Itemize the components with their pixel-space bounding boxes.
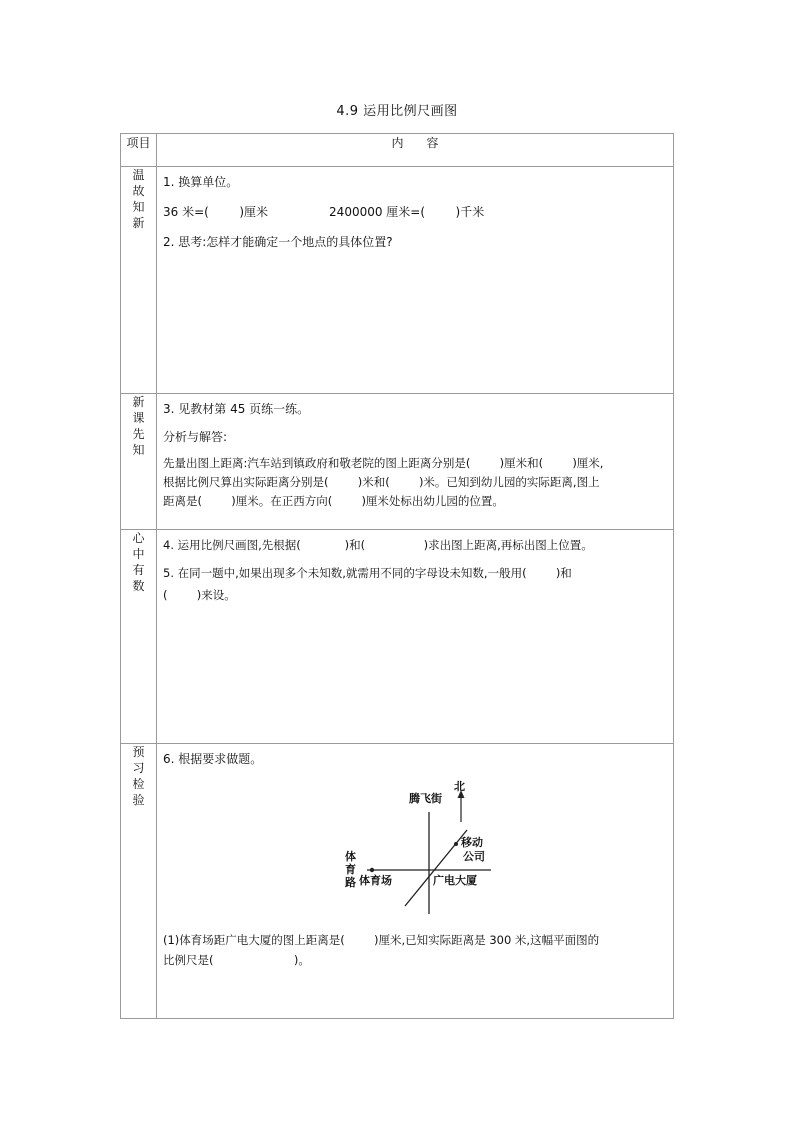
section-label-summary bbox=[121, 530, 157, 744]
analysis-line-3: 距离是( )厘米。在正西方向( )厘米处标出幼儿园的位置。 bbox=[163, 494, 504, 508]
analysis-line-2: 根据比例尺算出实际距离分别是( )米和( )米。已知到幼儿园的实际距离,图上 bbox=[163, 475, 600, 489]
mobile-label-2: 公司 bbox=[463, 850, 485, 863]
section-label-text: 预习检验 bbox=[132, 745, 145, 807]
section-label-text: 新课先知 bbox=[132, 395, 145, 457]
section-review-row bbox=[121, 167, 674, 394]
street-label: 腾飞街 bbox=[409, 792, 442, 805]
analysis-line-1: 先量出图上距离:汽车站到镇政府和敬老院的图上距离分别是( )厘米和( )厘米, bbox=[163, 456, 604, 470]
section-label-check bbox=[121, 744, 157, 1019]
q5-text-1: 5. 在同一题中,如果出现多个未知数,就需用不同的字母设未知数,一般用( )和 bbox=[163, 566, 572, 580]
page-title: 4.9 运用比例尺画图 bbox=[336, 104, 458, 119]
section-summary-row bbox=[121, 530, 674, 744]
section-label-review bbox=[121, 167, 157, 394]
mobile-point-icon bbox=[454, 842, 458, 846]
header-item-cell: 项目 bbox=[121, 134, 157, 167]
stadium-label: 体育场 bbox=[359, 874, 392, 887]
q4-text: 4. 运用比例尺画图,先根据( )和( )求出图上距离,再标出图上位置。 bbox=[163, 538, 593, 552]
section-summary-content bbox=[157, 530, 674, 744]
q5-text-2: ( )来设。 bbox=[163, 588, 236, 602]
section-label-preview bbox=[121, 394, 157, 530]
diagonal-line bbox=[405, 830, 467, 906]
q1-text: 1. 换算单位。 bbox=[163, 175, 239, 189]
q6-1-text-1: (1)体育场距广电大厦的图上距离是( )厘米,已知实际距离是 300 米,这幅平面图的 bbox=[163, 933, 600, 947]
section-preview-row bbox=[121, 394, 674, 530]
north-label: 北 bbox=[454, 780, 465, 793]
map-diagram bbox=[323, 774, 503, 924]
header-row bbox=[121, 134, 674, 167]
worksheet-table bbox=[120, 133, 674, 1019]
section-review-content bbox=[157, 167, 674, 394]
section-label-text: 心中有数 bbox=[132, 531, 145, 593]
q2-text: 2. 思考:怎样才能确定一个地点的具体位置? bbox=[163, 235, 393, 249]
tower-label: 广电大厦 bbox=[433, 874, 477, 887]
section-preview-content bbox=[157, 394, 674, 530]
q3-text: 3. 见教材第 45 页练一练。 bbox=[163, 402, 310, 416]
q1-blanks: 36 米=( )厘米 2400000 厘米=( )千米 bbox=[163, 205, 485, 219]
header-content-cell: 内 容 bbox=[157, 134, 674, 167]
road-label: 体育路 bbox=[345, 850, 356, 889]
analysis-label: 分析与解答: bbox=[163, 430, 228, 444]
q6-text: 6. 根据要求做题。 bbox=[163, 752, 263, 766]
q6-1-text-2: 比例尺是( )。 bbox=[163, 953, 310, 967]
section-check-content bbox=[157, 744, 674, 1019]
section-check-row bbox=[121, 744, 674, 1019]
mobile-label-1: 移动 bbox=[461, 836, 483, 849]
section-label-text: 温故知新 bbox=[132, 168, 145, 230]
